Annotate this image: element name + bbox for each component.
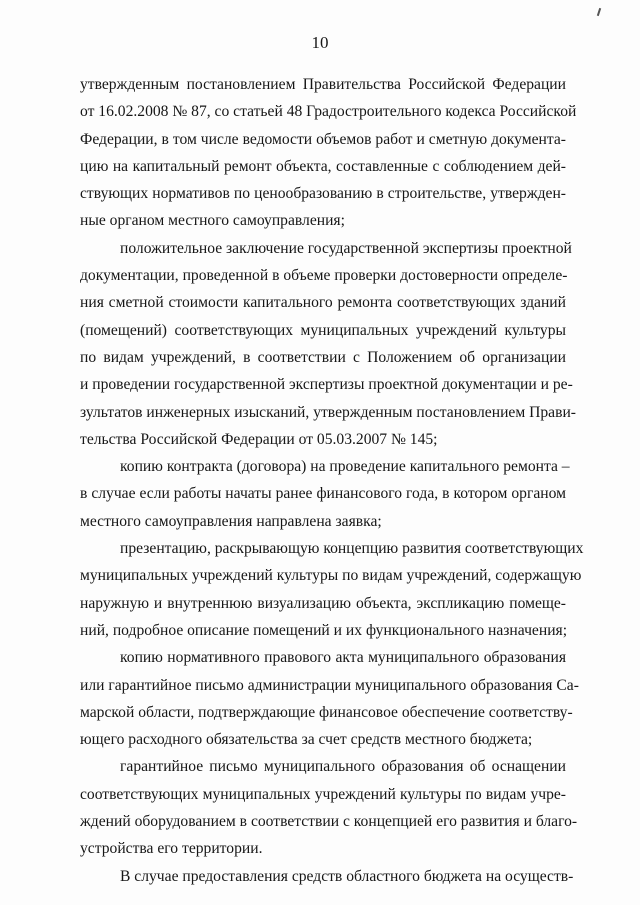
text-line: (помещений) соответствующих муниципальных учреждений культуры	[80, 321, 566, 339]
text-line: копию нормативного правового акта муниципального образования	[120, 649, 566, 667]
text-line: по видам учреждений, в соответствии с Положением об организации	[80, 348, 566, 366]
text-line: документации, проведенной в объеме проверки достоверности определе-	[80, 267, 568, 285]
paragraph	[80, 753, 578, 862]
text-line: соответствующих муниципальных учреждений культуры по видам учре-	[80, 785, 566, 803]
text-line: утвержденным постановлением Правительства Российской Федерации	[80, 76, 566, 93]
text-line: марской области, подтверждающие финансовое обеспечение соответству-	[80, 703, 573, 721]
text-line: ния сметной стоимости капитального ремонта соответствующих зданий	[80, 294, 566, 312]
text-line: муниципальных учреждений культуры по видам учреждений, содержащую	[80, 567, 582, 585]
text-line: презентацию, раскрывающую концепцию развития соответствующих	[120, 540, 584, 558]
paragraph	[80, 644, 579, 753]
text-line: в случае если работы начаты ранее финансового года, в котором органом	[80, 485, 566, 503]
paragraph	[80, 453, 570, 535]
text-line: наружную и внутреннюю визуализацию объекта, экспликацию помеще-	[80, 594, 566, 612]
scan-mark	[597, 8, 601, 16]
text-line: ний, подробное описание помещений и их функционального назначения;	[80, 621, 568, 639]
paragraph	[80, 235, 576, 453]
paragraph	[80, 71, 577, 235]
paragraph	[80, 535, 584, 644]
text-line: ные органом местного самоуправления;	[80, 212, 345, 230]
text-line: положительное заключение государственной экспертизы проектной	[120, 239, 572, 257]
text-line: и проведении государственной экспертизы проектной документации и ре-	[80, 376, 573, 394]
text-line: гарантийное письмо муниципального образования об оснащении	[120, 758, 566, 776]
text-line: ствующих нормативов по ценообразованию в строительстве, утвержден-	[80, 185, 566, 203]
text-line: ждений оборудованием в соответствии с концепцией его развития и благо-	[80, 813, 578, 831]
text-line: местного самоуправления направлена заявка;	[80, 512, 382, 530]
text-line: ющего расходного обязательства за счет средств местного бюджета;	[80, 731, 533, 749]
text-line: зультатов инженерных изысканий, утвержденным постановлением Прави-	[80, 403, 576, 421]
text-line: устройства его территории.	[80, 840, 263, 858]
text-line: Федерации, в том числе ведомости объемов работ и сметную документа-	[80, 130, 566, 148]
text-line: цию на капитальный ремонт объекта, составленные с соблюдением дей-	[80, 157, 566, 175]
text-line: тельства Российской Федерации от 05.03.2007 № 145;	[80, 430, 438, 448]
paragraph	[80, 863, 574, 890]
document-body	[80, 71, 584, 890]
text-line: от 16.02.2008 № 87, со статьей 48 Градостроительного кодекса Российской	[80, 103, 577, 121]
text-line: или гарантийное письмо администрации муниципального образования Са-	[80, 676, 579, 694]
text-line: копию контракта (договора) на проведение капитального ремонта –	[120, 458, 570, 476]
text-line: В случае предоставления средств областного бюджета на осуществ-	[120, 867, 574, 885]
page-number: 10	[311, 33, 329, 52]
